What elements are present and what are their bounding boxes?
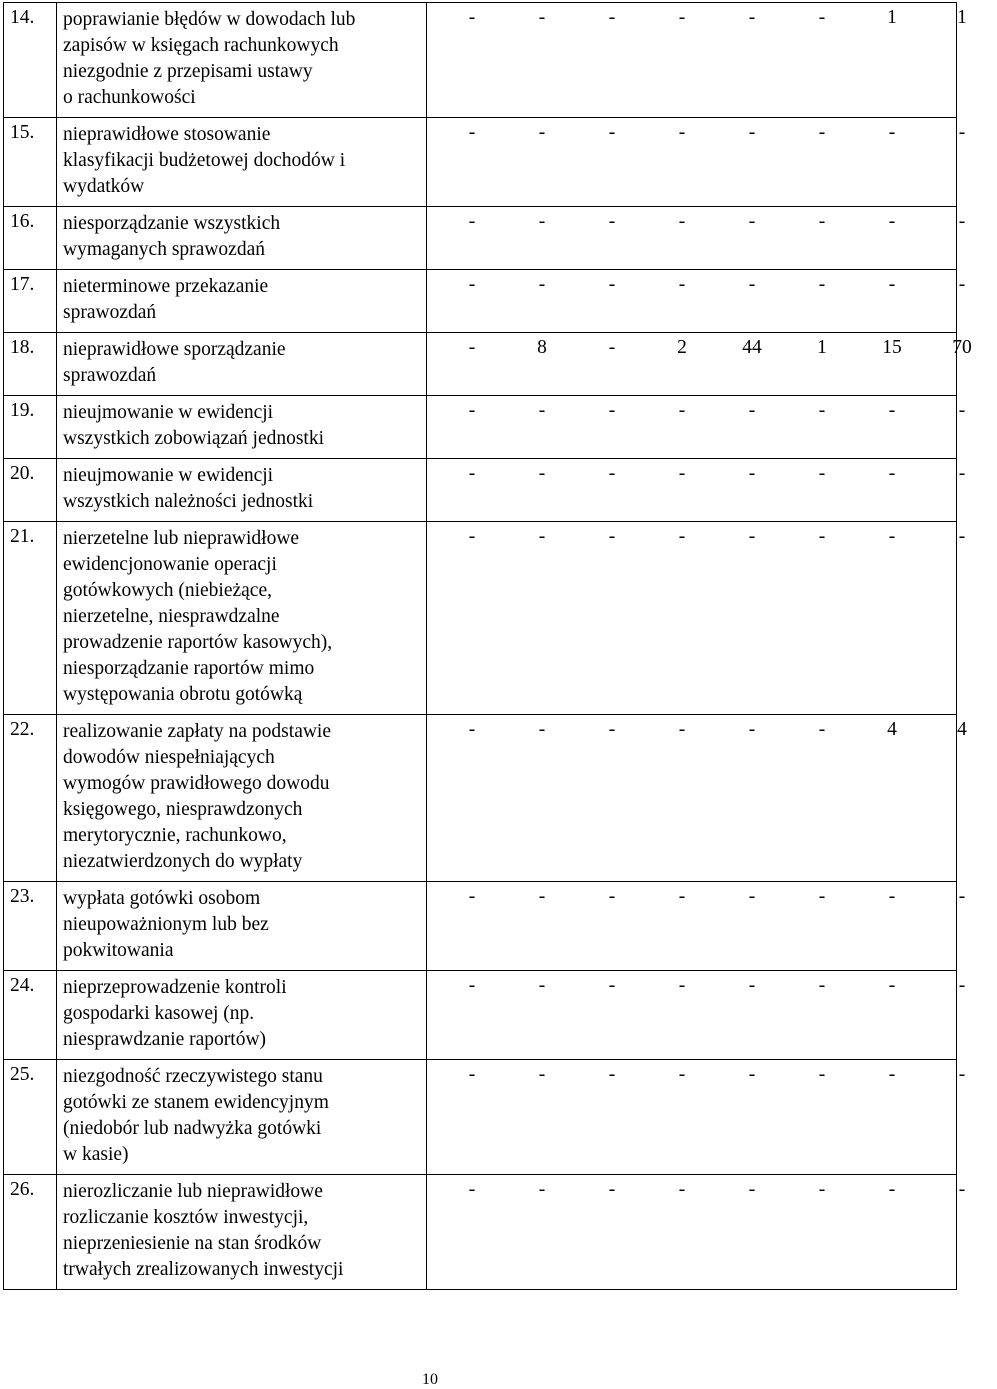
value-cell: - xyxy=(538,211,546,232)
value-cell: - xyxy=(608,886,616,907)
value-cell: - xyxy=(958,274,966,295)
value-cell: - xyxy=(468,337,476,358)
value-cell: 2 xyxy=(677,337,687,358)
value-cells xyxy=(427,272,966,298)
value-cells xyxy=(427,120,966,146)
row-number: 14. xyxy=(4,3,57,118)
table-row xyxy=(4,971,957,1060)
table-row xyxy=(4,522,957,715)
value-cell: - xyxy=(538,886,546,907)
row-description: niesporządzanie wszystkich wymaganych sprawozdań xyxy=(57,207,427,270)
value-cell: - xyxy=(468,526,476,547)
value-cell: - xyxy=(678,211,686,232)
value-cell: - xyxy=(748,1064,756,1085)
table-row xyxy=(4,207,957,270)
row-values xyxy=(427,715,967,882)
value-cell: - xyxy=(468,7,476,28)
value-cell: - xyxy=(818,1064,826,1085)
value-cell: - xyxy=(608,337,616,358)
value-cells xyxy=(427,717,967,743)
row-values xyxy=(427,333,972,396)
row-values xyxy=(427,1175,966,1290)
value-cells xyxy=(427,335,972,361)
value-cell: - xyxy=(538,463,546,484)
table-row xyxy=(4,1060,957,1175)
value-cell: - xyxy=(678,719,686,740)
value-cell: 4 xyxy=(887,719,897,740)
table-row xyxy=(4,1175,957,1290)
value-cell: - xyxy=(468,719,476,740)
table-row xyxy=(4,882,957,971)
value-cell: - xyxy=(678,400,686,421)
value-cell: - xyxy=(608,719,616,740)
row-values xyxy=(427,522,966,715)
value-cell: - xyxy=(748,400,756,421)
row-number: 19. xyxy=(4,396,57,459)
table-row xyxy=(4,3,957,118)
row-values xyxy=(427,118,966,207)
value-cell: 15 xyxy=(882,337,902,358)
value-cell: - xyxy=(608,1179,616,1200)
value-cells xyxy=(427,209,966,235)
row-number: 26. xyxy=(4,1175,57,1290)
value-cell: - xyxy=(538,274,546,295)
table-row xyxy=(4,396,957,459)
value-cell: - xyxy=(888,122,896,143)
value-cell: - xyxy=(958,975,966,996)
value-cell: - xyxy=(608,274,616,295)
value-cell: - xyxy=(818,211,826,232)
value-cell: 1 xyxy=(957,7,967,28)
value-cell: - xyxy=(538,400,546,421)
value-cell: - xyxy=(538,719,546,740)
findings-table xyxy=(3,2,972,1290)
value-cell: - xyxy=(608,400,616,421)
row-description: nieprzeprowadzenie kontroli gospodarki kasowej (np. niesprawdzanie raportów) xyxy=(57,971,427,1060)
value-cell: - xyxy=(818,400,826,421)
value-cell: - xyxy=(678,526,686,547)
value-cell: - xyxy=(748,526,756,547)
value-cell: - xyxy=(958,1179,966,1200)
value-cell: - xyxy=(608,463,616,484)
row-description: nieterminowe przekazanie sprawozdań xyxy=(57,270,427,333)
value-cell: - xyxy=(818,526,826,547)
value-cells xyxy=(427,1062,966,1088)
value-cells xyxy=(427,524,966,550)
value-cell: - xyxy=(468,274,476,295)
row-values xyxy=(427,396,966,459)
table-row xyxy=(4,333,957,396)
row-values xyxy=(427,882,966,971)
value-cell: - xyxy=(958,211,966,232)
value-cell: - xyxy=(818,1179,826,1200)
value-cell: - xyxy=(678,1179,686,1200)
table-row xyxy=(4,118,957,207)
row-number: 24. xyxy=(4,971,57,1060)
row-description: nieprawidłowe stosowanie klasyfikacji budżetowej dochodów i wydatków xyxy=(57,118,427,207)
value-cell: - xyxy=(468,975,476,996)
value-cell: - xyxy=(678,886,686,907)
value-cell: - xyxy=(818,7,826,28)
row-values xyxy=(427,1060,966,1175)
row-description: nierzetelne lub nieprawidłowe ewidencjonowanie operacji gotówkowych (niebieżące, nierzetelne, niesprawdzalne prowadzenie raportów kasowych), niesporządzanie raportów mimo występowania obrotu gotówką xyxy=(57,522,427,715)
row-values xyxy=(427,270,966,333)
table-row xyxy=(4,459,957,522)
value-cell: - xyxy=(748,886,756,907)
value-cells xyxy=(427,5,967,31)
value-cell: 1 xyxy=(817,337,827,358)
value-cell: - xyxy=(818,274,826,295)
row-values xyxy=(427,459,966,522)
value-cells xyxy=(427,398,966,424)
value-cell: - xyxy=(958,400,966,421)
value-cell: - xyxy=(608,1064,616,1085)
value-cell: - xyxy=(888,274,896,295)
row-description: nierozliczanie lub nieprawidłowe rozliczanie kosztów inwestycji, nieprzeniesienie na stan środków trwałych zrealizowanych inwestycji xyxy=(57,1175,427,1290)
row-number: 21. xyxy=(4,522,57,715)
value-cell: - xyxy=(748,1179,756,1200)
row-description: nieujmowanie w ewidencji wszystkich zobowiązań jednostki xyxy=(57,396,427,459)
value-cell: - xyxy=(958,463,966,484)
value-cell: - xyxy=(748,211,756,232)
value-cell: - xyxy=(678,1064,686,1085)
value-cells xyxy=(427,884,966,910)
value-cell: - xyxy=(818,719,826,740)
value-cells xyxy=(427,1177,966,1203)
value-cell: - xyxy=(888,463,896,484)
value-cell: - xyxy=(748,463,756,484)
value-cell: - xyxy=(748,122,756,143)
row-values xyxy=(427,971,966,1060)
row-values xyxy=(427,207,966,270)
value-cell: - xyxy=(678,122,686,143)
value-cell: - xyxy=(608,211,616,232)
value-cell: - xyxy=(888,886,896,907)
value-cell: - xyxy=(678,975,686,996)
value-cell: - xyxy=(468,886,476,907)
value-cell: - xyxy=(818,463,826,484)
value-cell: - xyxy=(468,122,476,143)
value-cell: - xyxy=(958,1064,966,1085)
value-cell: - xyxy=(468,400,476,421)
value-cell: - xyxy=(608,526,616,547)
page-number: 10 xyxy=(422,1371,438,1388)
value-cell: - xyxy=(678,274,686,295)
value-cell: - xyxy=(468,463,476,484)
row-number: 20. xyxy=(4,459,57,522)
findings-table-body xyxy=(4,3,972,1290)
value-cell: - xyxy=(468,211,476,232)
value-cell: - xyxy=(468,1179,476,1200)
value-cell: - xyxy=(538,122,546,143)
value-cell: - xyxy=(888,400,896,421)
value-cell: 8 xyxy=(537,337,547,358)
value-cell: - xyxy=(748,975,756,996)
value-cells xyxy=(427,973,966,999)
row-description: poprawianie błędów w dowodach lub zapisów w księgach rachunkowych niezgodnie z przepisami ustawy o rachunkowości xyxy=(57,3,427,118)
row-number: 17. xyxy=(4,270,57,333)
value-cell: - xyxy=(538,975,546,996)
value-cell: - xyxy=(888,526,896,547)
value-cell: - xyxy=(818,886,826,907)
value-cell: - xyxy=(538,7,546,28)
value-cell: - xyxy=(538,526,546,547)
value-cell: - xyxy=(958,122,966,143)
value-cell: - xyxy=(748,7,756,28)
row-number: 22. xyxy=(4,715,57,882)
value-cell: - xyxy=(958,886,966,907)
value-cell: 44 xyxy=(742,337,762,358)
value-cell: - xyxy=(538,1179,546,1200)
value-cells xyxy=(427,461,966,487)
value-cell: - xyxy=(888,975,896,996)
value-cell: - xyxy=(608,7,616,28)
value-cell: - xyxy=(468,1064,476,1085)
value-cell: - xyxy=(748,719,756,740)
value-cell: - xyxy=(748,274,756,295)
value-cell: 1 xyxy=(887,7,897,28)
value-cell: - xyxy=(818,122,826,143)
row-description: niezgodność rzeczywistego stanu gotówki ze stanem ewidencyjnym (niedobór lub nadwyżka gotówki w kasie) xyxy=(57,1060,427,1175)
value-cell: - xyxy=(608,122,616,143)
row-description: nieprawidłowe sporządzanie sprawozdań xyxy=(57,333,427,396)
row-number: 15. xyxy=(4,118,57,207)
row-number: 16. xyxy=(4,207,57,270)
row-description: wypłata gotówki osobom nieupoważnionym lub bez pokwitowania xyxy=(57,882,427,971)
table-row xyxy=(4,715,957,882)
row-number: 23. xyxy=(4,882,57,971)
value-cell: - xyxy=(678,463,686,484)
value-cell: - xyxy=(608,975,616,996)
table-row xyxy=(4,270,957,333)
value-cell: - xyxy=(888,1179,896,1200)
row-description: realizowanie zapłaty na podstawie dowodów niespełniających wymogów prawidłowego dowodu księgowego, niesprawdzonych merytorycznie, rachunkowo, niezatwierdzonych do wypłaty xyxy=(57,715,427,882)
value-cell: - xyxy=(818,975,826,996)
row-number: 18. xyxy=(4,333,57,396)
value-cell: - xyxy=(678,7,686,28)
value-cell: - xyxy=(888,211,896,232)
value-cell: 70 xyxy=(952,337,972,358)
value-cell: - xyxy=(958,526,966,547)
row-number: 25. xyxy=(4,1060,57,1175)
row-description: nieujmowanie w ewidencji wszystkich należności jednostki xyxy=(57,459,427,522)
value-cell: 4 xyxy=(957,719,967,740)
row-values xyxy=(427,3,967,118)
value-cell: - xyxy=(888,1064,896,1085)
value-cell: - xyxy=(538,1064,546,1085)
